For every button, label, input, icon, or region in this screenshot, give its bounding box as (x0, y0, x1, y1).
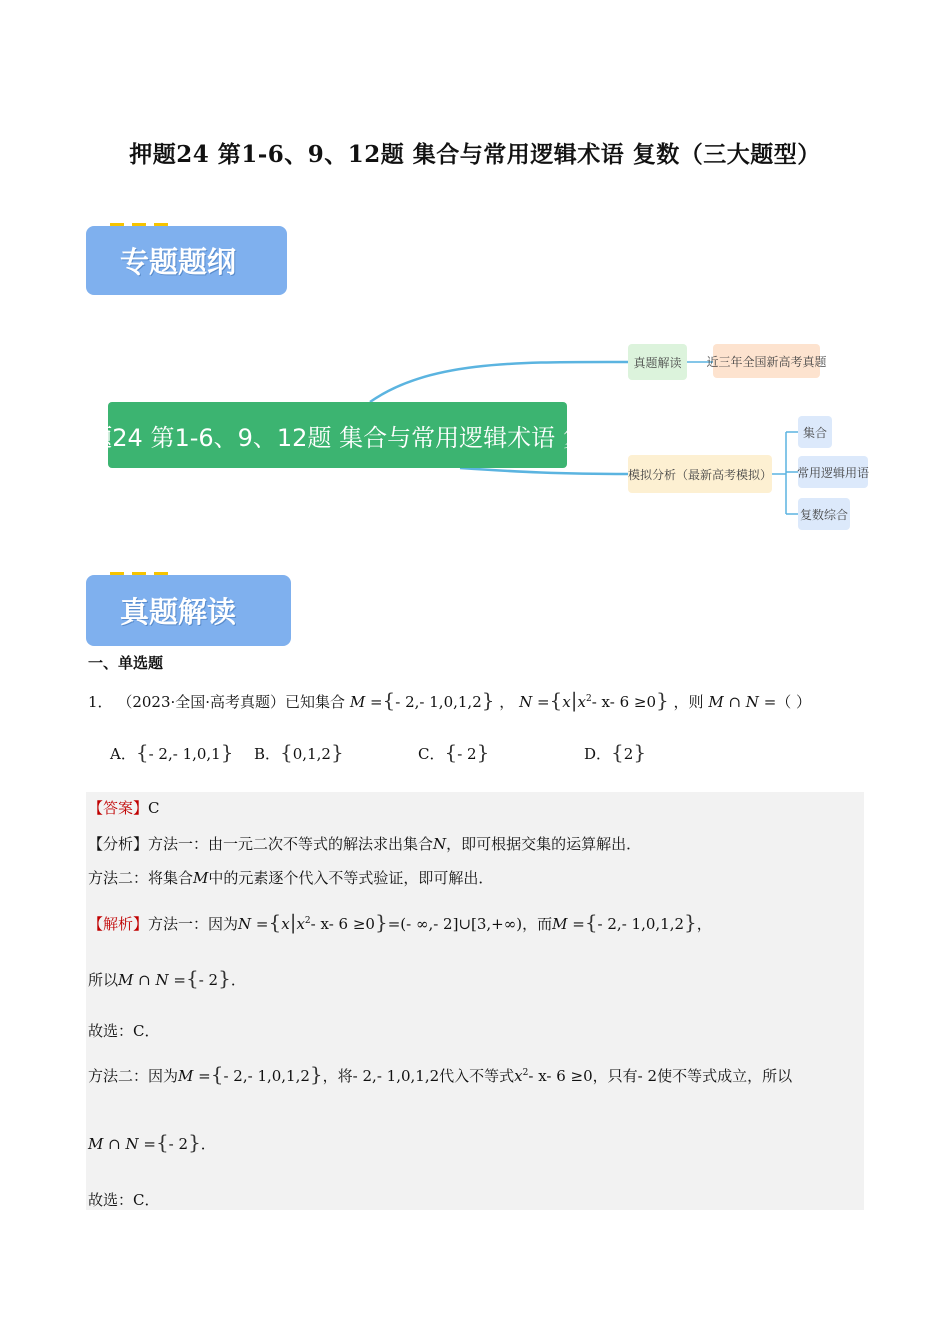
page-title: 押题24 第1-6、9、12题 集合与常用逻辑术语 复数（三大题型） (129, 141, 821, 168)
solution-line-1: 【解析】方法一：因为$N =\{x|x^2-$ x- 6 ≥0}=(- ∞,- 2]∪[3,+∞)，而M ={- 2,- 1,0,1,2}， (88, 910, 712, 934)
option-a[interactable]: A．{- 2,- 1,0,1} (110, 740, 234, 764)
mindmap-branch-2: 模拟分析（最新高考模拟） (628, 455, 772, 493)
mindmap-leaf-logic: 常用逻辑用语 (798, 456, 868, 488)
banner-text: 专题题纲 (120, 245, 237, 279)
mindmap-root: 押题24 第1-6、9、12题 集合与常用逻辑术语 复数 (108, 402, 567, 468)
option-b[interactable]: B．{0,1,2} (254, 740, 344, 764)
section-heading: 一、单选题 (88, 654, 164, 672)
method2-line: 方法二：因为M ={- 2,- 1,0,1,2}，将- 2,- 1,0,1,2代入不等式$x^2-$ x- 6 ≥0，只有- 2使不等式成立，所以 (88, 1062, 793, 1086)
option-d[interactable]: D．{2} (584, 740, 647, 764)
question-stem: 1． （2023·全国·高考真题）已知集合 M ={- 2,- 1,0,1,2} ， $N =\{x|x^2-$ x- 6 ≥0} ，则 M ∩ N =（ ） (88, 688, 812, 712)
solution-line-2: 所以M ∩ N ={- 2}． (88, 966, 246, 990)
banner-text: 真题解读 (120, 595, 237, 629)
analysis-line-1: 【分析】方法一：由一元二次不等式的解法求出集合N，即可根据交集的运算解出． (88, 835, 642, 853)
answer-line: 【答案】C (88, 799, 160, 817)
section-banner-exam (86, 575, 291, 646)
choose-line-2: 故选：C． (88, 1191, 160, 1209)
method2-result: M ∩ N ={- 2}． (88, 1130, 216, 1154)
mindmap-leaf-set: 集合 (798, 416, 832, 448)
choose-line-1: 故选：C． (88, 1022, 160, 1040)
mindmap-branch-1: 真题解读 (628, 344, 687, 380)
option-c[interactable]: C．{- 2} (418, 740, 490, 764)
mindmap-leaf-complex: 复数综合 (798, 498, 850, 530)
mindmap-branch-1-child: 近三年全国新高考真题 (713, 344, 820, 378)
analysis-line-2: 方法二：将集合M中的元素逐个代入不等式验证，即可解出． (88, 869, 494, 887)
